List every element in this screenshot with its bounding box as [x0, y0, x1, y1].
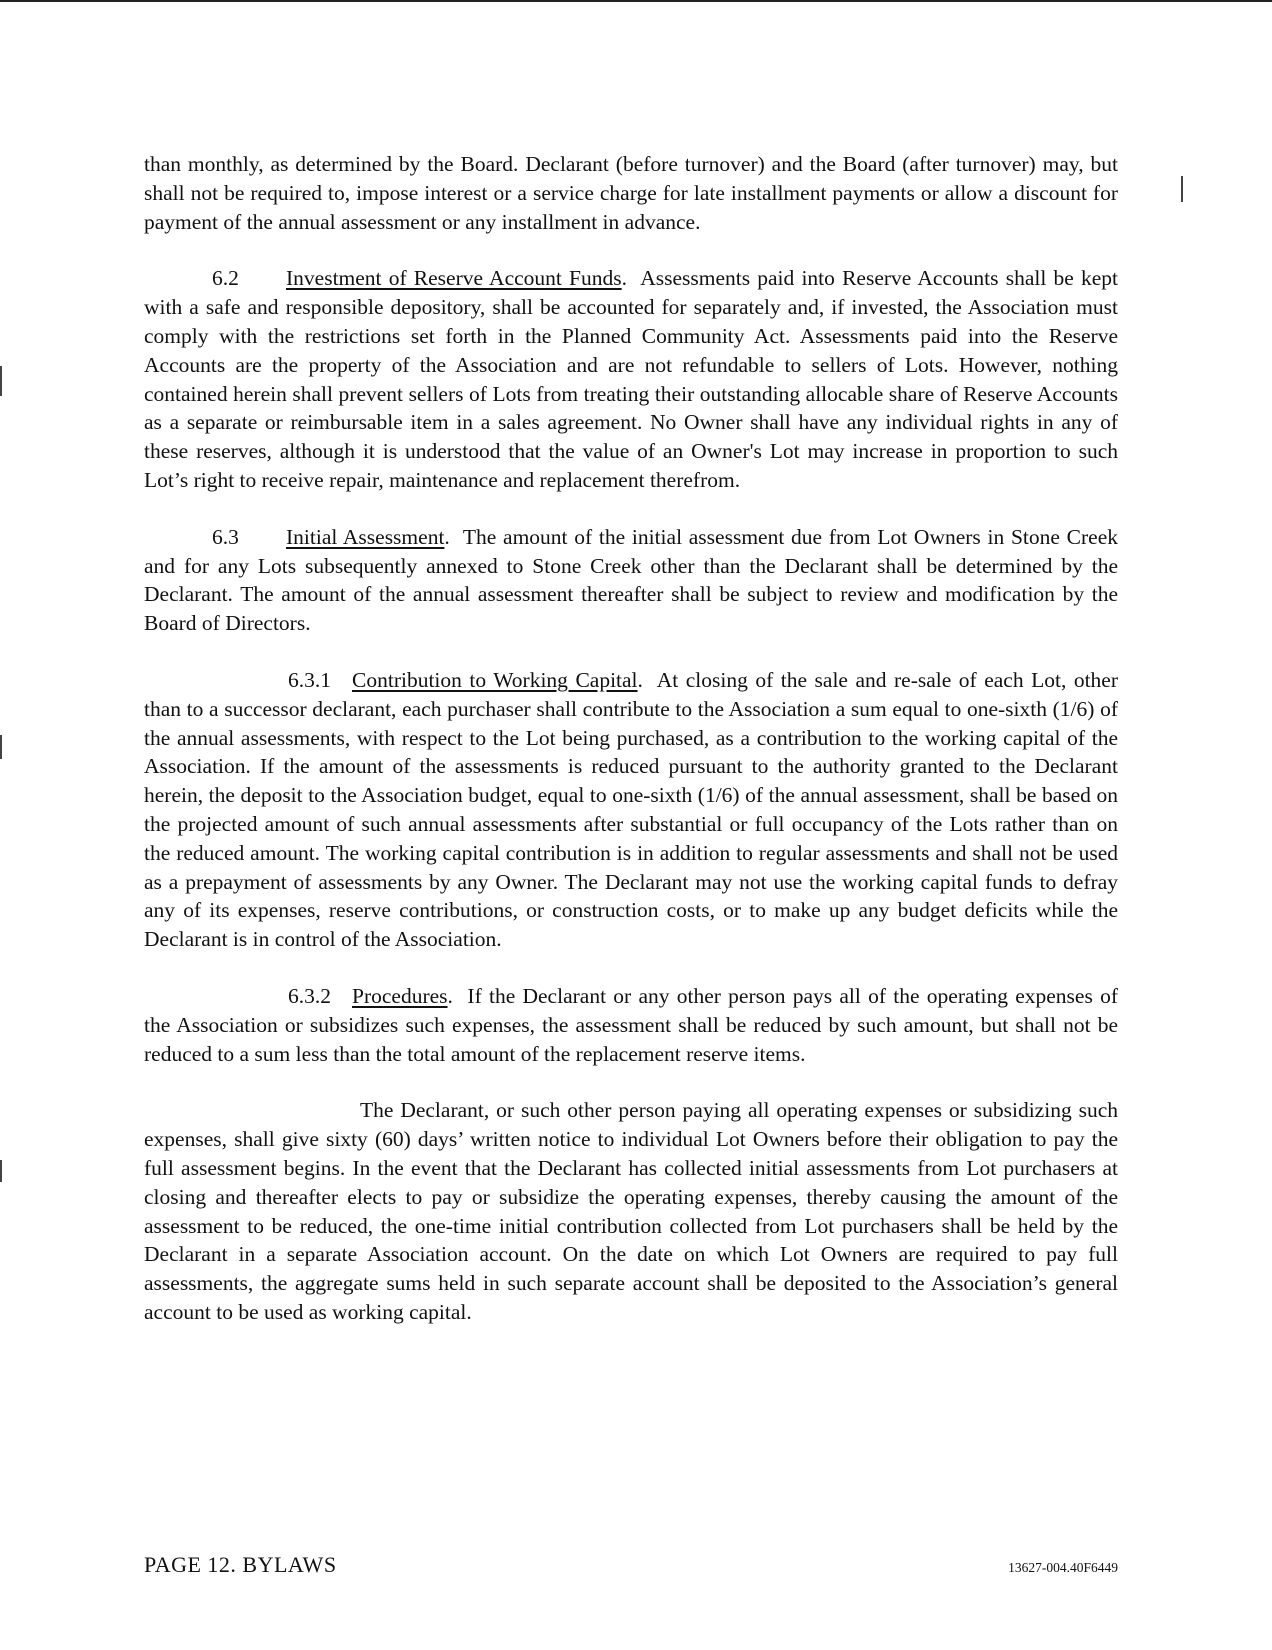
opening-paragraph: than monthly, as determined by the Board. Declarant (before turnover) and the Board (after turnover) may, but shall not be required to, impose interest or a service charge for late installment payments or allow a discount for payment of the annual assessment or any installment in advance. — [144, 152, 1118, 234]
section-6-3: 6.3 Initial Assessment. The amount of the initial assessment due from Lot Owners in Stone Creek and for any Lots subsequently annexed to Stone Creek other than the Declarant shall be determined by the Declarant. The amount of the annual assessment thereafter shall be subject to review and modification by the Board of Directors. — [144, 524, 1119, 636]
section-body: At closing of the sale and re-sale of each Lot, other than to a successor declarant, each purchaser shall contribute to the Association a sum equal to one-sixth (1/6) of the annual assessments, with respect to the Lot being purchased, as a contribution to the working capital of the Association. If the amount of the assessments is reduced pursuant to the authority granted to the Declarant herein, the deposit to the Association budget, equal to one-sixth (1/6) of the annual assessment, shall be based on the projected amount of such annual assessments after substantial or full occupancy of the Lots rather than on the reduced amount. The working capital contribution is in addition to regular assessments and shall not be used as a prepayment of assessments by any Owner. The Declarant may not use the working capital funds to defray any of its expenses, reserve contributions, or construction costs, or to make up any budget deficits while the Declarant is in control of the Association. — [144, 667, 1119, 952]
section-number: 6.3 — [212, 524, 239, 549]
scan-mark-left-2 — [0, 735, 2, 759]
section-heading: Initial Assessment — [286, 524, 445, 549]
scan-edge-top — [0, 0, 1272, 2]
section-6-3-1: 6.3.1 Contribution to Working Capital. At closing of the sale and re-sale of each Lot, other than to a successor declarant, each purchaser shall contribute to the Association a sum equal to one-sixth (1/6) of the annual assessments, with respect to the Lot being purchased, as a contribution to the working capital of the Association. If the amount of the assessments is reduced pursuant to the authority granted to the Declarant herein, the deposit to the Association budget, equal to one-sixth (1/6) of the annual assessment, shall be based on the projected amount of such annual assessments after substantial or full occupancy of the Lots rather than on the reduced amount. The working capital contribution is in addition to regular assessments and shall not be used as a prepayment of assessments by any Owner. The Declarant may not use the working capital funds to defray any of its expenses, reserve contributions, or construction costs, or to make up any budget deficits while the Declarant is in control of the Association. — [144, 667, 1119, 952]
document-id: 13627-004.40F6449 — [1008, 1560, 1118, 1575]
section-number: 6.3.1 — [288, 667, 331, 692]
document-body — [144, 150, 1118, 1355]
continuation-paragraph: The Declarant, or such other person paying all operating expenses or subsidizing such expenses, shall give sixty (60) days’ written notice to individual Lot Owners before their obligation to pay the full assessment begins. In the event that the Declarant has collected initial assessments from Lot purchasers at closing and thereafter elects to pay or subsidize the operating expenses, thereby causing the amount of the assessment to be reduced, the one-time initial contribution collected from Lot purchasers shall be held by the Declarant in a separate Association account. On the date on which Lot Owners are required to pay full assessments, the aggregate sums held in such separate account shall be deposited to the Association’s general account to be used as working capital. — [144, 1098, 1118, 1324]
section-body: If the Declarant or any other person pays all of the operating expenses of the Association or subsidizes such expenses, the assessment shall be reduced by such amount, but shall not be reduced to a sum less than the total amount of the replacement reserve items. — [144, 983, 1118, 1066]
section-heading: Procedures — [352, 983, 448, 1008]
section-heading: Investment of Reserve Account Funds — [286, 266, 622, 291]
section-6-2: 6.2 Investment of Reserve Account Funds. Assessments paid into Reserve Accounts shall be kept with a safe and responsible depository, shall be accounted for separately and, if invested, the Association must comply with the restrictions set forth in the Planned Community Act. Assessments paid into the Reserve Accounts are the property of the Association and are not refundable to sellers of Lots. However, nothing contained herein shall prevent sellers of Lots from treating their outstanding allocable share of Reserve Accounts as a separate or reimbursable item in a sales agreement. No Owner shall have any individual rights in any of these reserves, although it is understood that the value of an Owner's Lot may increase in proportion to such Lot’s right to receive repair, maintenance and replacement therefrom. — [144, 266, 1118, 492]
scan-mark-left-3 — [0, 1160, 2, 1182]
section-body: Assessments paid into Reserve Accounts shall be kept with a safe and responsible depository, shall be accounted for separately and, if invested, the Association must comply with the restrictions set forth in the Planned Community Act. Assessments paid into the Reserve Accounts are the property of the Association and are not refundable to sellers of Lots. However, nothing contained herein shall prevent sellers of Lots from treating their outstanding allocable share of Reserve Accounts as a separate or reimbursable item in a sales agreement. No Owner shall have any individual rights in any of these reserves, although it is understood that the value of an Owner's Lot may increase in proportion to such Lot’s right to receive repair, maintenance and replacement therefrom. — [144, 266, 1118, 492]
section-body: The amount of the initial assessment due from Lot Owners in Stone Creek and for any Lots subsequently annexed to Stone Creek other than the Declarant shall be determined by the Declarant. The amount of the annual assessment thereafter shall be subject to review and modification by the Board of Directors. — [144, 524, 1119, 636]
section-number: 6.2 — [212, 266, 239, 291]
page-label: PAGE 12. BYLAWS — [144, 1552, 337, 1577]
scan-mark-right — [1181, 176, 1183, 202]
scan-mark-left-1 — [0, 366, 2, 396]
section-heading: Contribution to Working Capital — [352, 667, 638, 692]
page-footer — [144, 1552, 1118, 1578]
section-number: 6.3.2 — [288, 983, 331, 1008]
section-6-3-2: 6.3.2 Procedures. If the Declarant or any other person pays all of the operating expenses of the Association or subsidizes such expenses, the assessment shall be reduced by such amount, but shall not be reduced to a sum less than the total amount of the replacement reserve items. — [144, 983, 1118, 1066]
